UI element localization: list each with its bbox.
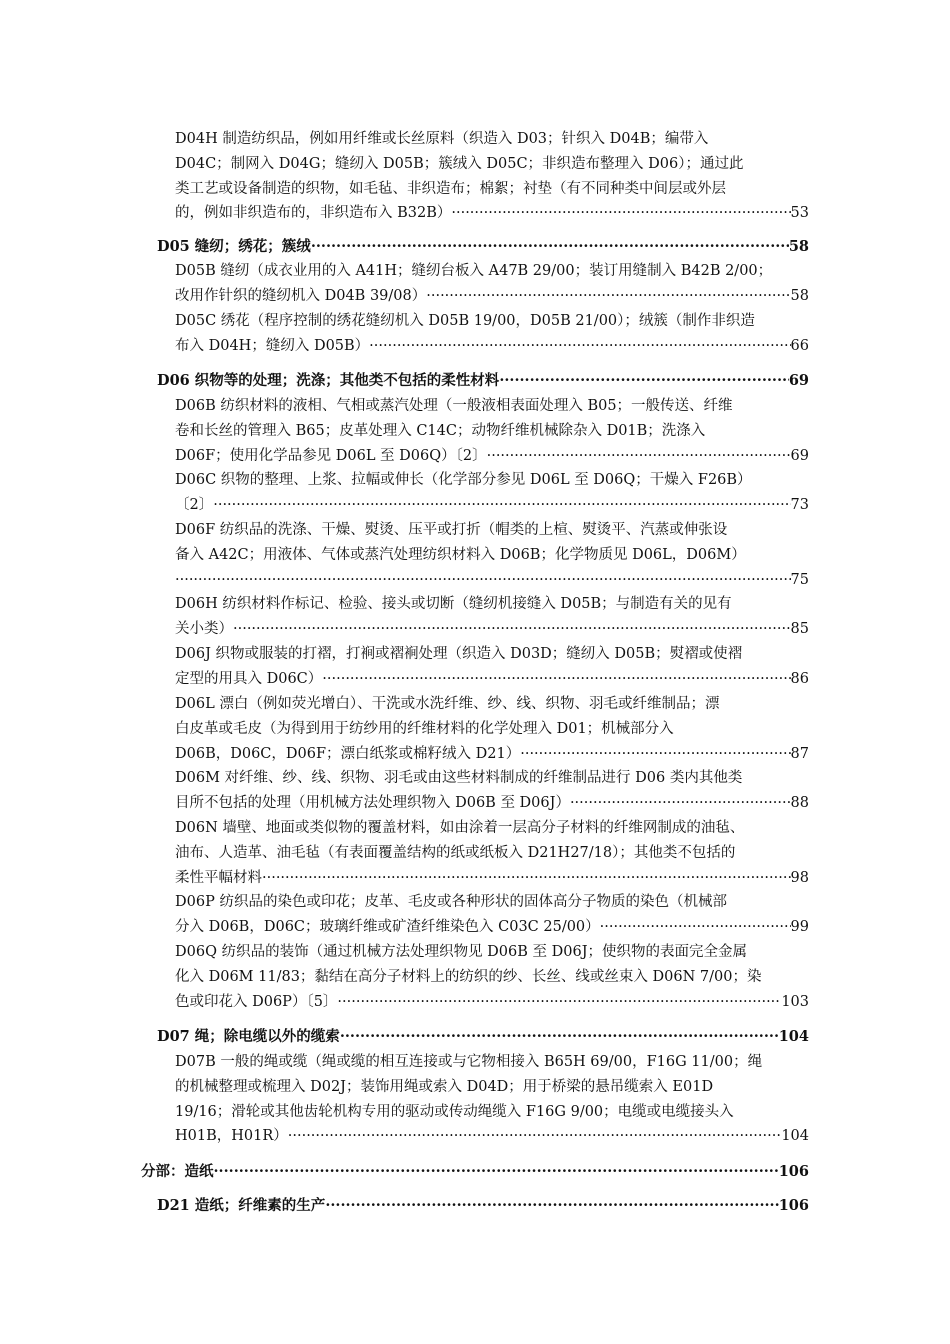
page-number: 106 xyxy=(778,1197,809,1214)
page-number: 73 xyxy=(790,496,809,513)
page-number: 99 xyxy=(790,918,809,935)
entry-title: D05 缝纫；绣花；簇绒 xyxy=(157,238,311,255)
entry-title: D21 造纸；纤维素的生产 xyxy=(157,1197,326,1214)
entry-line: D06N 墙壁、地面或类似物的覆盖材料，如由涂着一层高分子材料的纤维网制成的油毡、 xyxy=(175,820,745,836)
page-number: 58 xyxy=(788,238,809,255)
entry-line: 改用作针织的缝纫机入 D04B 39/08） xyxy=(175,287,427,304)
entry-line: D06F 纺织品的洗涤、干燥、熨烫、压平或打折（帽类的上楦、熨烫平、汽蒸或伸张设 xyxy=(175,522,728,538)
dot-leader xyxy=(426,284,790,309)
entry-line: 布入 D04H；缝纫入 D05B） xyxy=(175,337,370,354)
dot-leader xyxy=(311,235,789,260)
page-number: 69 xyxy=(788,372,809,389)
toc-entry-d05b[interactable] xyxy=(175,259,809,309)
page-number: 53 xyxy=(790,205,809,222)
page-number: 75 xyxy=(790,571,809,588)
toc-entry-d06q[interactable] xyxy=(175,940,809,1014)
dot-leader xyxy=(487,444,791,469)
toc-entry-section-papermaking[interactable] xyxy=(141,1160,809,1185)
entry-line: 分入 D06B，D06C；玻璃纤维或矿渣纤维染色入 C03C 25/00） xyxy=(175,918,600,935)
entry-line: D06Q 纺织品的装饰（通过机械方法处理织物见 D06B 至 D06J；使织物的表面完全金属 xyxy=(175,944,748,960)
entry-line: D06F；使用化学品参见 D06L 至 D06Q）〔2〕 xyxy=(175,447,487,464)
entry-line: 定型的用具入 D06C） xyxy=(175,670,323,687)
page-number: 103 xyxy=(781,993,809,1010)
dot-leader xyxy=(369,334,790,359)
entry-line: H01B，H01R） xyxy=(175,1128,288,1145)
page-number: 104 xyxy=(781,1128,809,1145)
toc-entry-d07b[interactable] xyxy=(175,1050,809,1149)
toc-entry-d06p[interactable] xyxy=(175,890,809,940)
toc-entry-d06n[interactable] xyxy=(175,816,809,890)
dot-leader xyxy=(499,369,789,394)
dot-leader xyxy=(214,1160,779,1185)
page-number: 69 xyxy=(790,447,809,464)
page-number: 98 xyxy=(790,869,809,886)
page-number: 66 xyxy=(790,337,809,354)
entry-line: 化入 D06M 11/83；黏结在高分子材料上的纺织的纱、长丝、线或丝束入 D06N 7/00；染 xyxy=(175,968,762,985)
page-number: 106 xyxy=(778,1163,809,1180)
page-number: 104 xyxy=(778,1028,809,1045)
dot-leader xyxy=(570,791,791,816)
entry-line: D05B 缝纫（成衣业用的入 A41H；缝纫台板入 A47B 29/00；装订用缝制入 B42B 2/00； xyxy=(175,263,773,279)
entry-title: D07 绳；除电缆以外的缆索 xyxy=(157,1028,340,1045)
dot-leader xyxy=(175,568,791,593)
toc-entry-d06c[interactable] xyxy=(175,468,809,518)
dot-leader xyxy=(340,1025,779,1050)
entry-line: 类工艺或设备制造的织物，如毛毡、非织造布；棉絮；衬垫（有不同种类中间层或外层 xyxy=(175,180,726,197)
entry-line: D06L 漂白（例如荧光增白）、干洗或水洗纤维、纱、线、织物、羽毛或纤维制品；漂 xyxy=(175,696,720,712)
toc-entry-d07[interactable] xyxy=(157,1025,809,1050)
entry-line: 卷和长丝的管理入 B65；皮革处理入 C14C；动物纤维机械除杂入 D01B；洗涤入 xyxy=(175,422,706,439)
entry-line: D06B，D06C，D06F；漂白纸浆或棉籽绒入 D21） xyxy=(175,745,521,762)
entry-line: 的，例如非织造布的，非织造布入 B32B） xyxy=(175,205,452,222)
toc-entry-d05c[interactable] xyxy=(175,309,809,359)
entry-line: 19/16；滑轮或其他齿轮机构专用的驱动或传动绳缆入 F16G 9/00；电缆或电缆接头入 xyxy=(175,1103,734,1120)
entry-line: D04C；制网入 D04G；缝纫入 D05B；簇绒入 D05C；非织造布整理入 D06）；通过此 xyxy=(175,155,744,172)
dot-leader xyxy=(337,990,781,1015)
entry-line: D05C 绣花（程序控制的绣花缝纫机入 D05B 19/00，D05B 21/00）；绒簇（制作非织造 xyxy=(175,313,755,329)
page-number: 85 xyxy=(790,620,809,637)
dot-leader xyxy=(213,493,790,518)
entry-line: 关小类） xyxy=(175,620,233,637)
toc-entry-d06f[interactable] xyxy=(175,518,809,592)
toc-entry-d06b[interactable] xyxy=(175,394,809,468)
entry-line: 色或印花入 D06P）〔5〕 xyxy=(175,993,338,1010)
page-number: 86 xyxy=(790,670,809,687)
dot-leader xyxy=(233,617,791,642)
entry-line: D07B 一般的绳或缆（绳或缆的相互连接或与它物相接入 B65H 69/00，F16G 11/00；绳 xyxy=(175,1054,763,1070)
entry-line: D06C 织物的整理、上浆、拉幅或伸长（化学部分参见 D06L 至 D06Q；干燥入 F26B） xyxy=(175,472,752,488)
toc-entry-d04h[interactable] xyxy=(175,127,809,226)
entry-line: 目所不包括的处理（用机械方法处理织物入 D06B 至 D06J） xyxy=(175,794,570,811)
dot-leader xyxy=(288,1124,782,1149)
toc-entry-d06h[interactable] xyxy=(175,592,809,642)
toc-entry-d21[interactable] xyxy=(157,1194,809,1219)
dot-leader xyxy=(262,866,791,891)
entry-line: D06M 对纤维、纱、线、织物、羽毛或由这些材料制成的纤维制品进行 D06 类内其他类 xyxy=(175,770,743,786)
entry-line: D06H 纺织材料作标记、检验、接头或切断（缝纫机接缝入 D05B；与制造有关的见有 xyxy=(175,596,732,612)
entry-line: 〔2〕 xyxy=(175,496,214,513)
dot-leader xyxy=(451,201,790,226)
toc-entry-d05[interactable] xyxy=(157,235,809,260)
entry-line: 柔性平幅材料 xyxy=(175,869,262,886)
entry-line: 油布、人造革、油毛毡（有表面覆盖结构的纸或纸板入 D21H27/18）；其他类不包括的 xyxy=(175,844,736,861)
entry-line: D04H 制造纺织品，例如用纤维或长丝原料（织造入 D03；针织入 D04B；编带入 xyxy=(175,131,709,147)
dot-leader xyxy=(322,667,790,692)
entry-title: 分部：造纸 xyxy=(141,1163,214,1180)
page-number: 87 xyxy=(790,745,809,762)
page-number: 88 xyxy=(790,794,809,811)
entry-line: D06P 纺织品的染色或印花；皮革、毛皮或各种形状的固体高分子物质的染色（机械部 xyxy=(175,894,727,910)
dot-leader xyxy=(600,915,791,940)
toc-entry-d06l[interactable] xyxy=(175,692,809,766)
entry-line: 的机械整理或梳理入 D02J；装饰用绳或索入 D04D；用于桥梁的悬吊缆索入 E01D xyxy=(175,1078,714,1095)
toc-entry-d06m[interactable] xyxy=(175,766,809,816)
entry-line: D06J 织物或服装的打褶，打裥或褶裥处理（织造入 D03D；缝纫入 D05B；熨褶或使褶 xyxy=(175,646,743,662)
toc-entry-d06j[interactable] xyxy=(175,642,809,692)
entry-title: D06 织物等的处理；洗涤；其他类不包括的柔性材料 xyxy=(157,372,500,389)
entry-line: 白皮革或毛皮（为得到用于纺纱用的纤维材料的化学处理入 D01；机械部分入 xyxy=(175,720,674,737)
toc-entry-d06[interactable] xyxy=(157,369,809,394)
dot-leader xyxy=(325,1194,778,1219)
entry-line: 备入 A42C；用液体、气体或蒸汽处理纺织材料入 D06B；化学物质见 D06L，D06M） xyxy=(175,546,746,563)
dot-leader xyxy=(520,742,790,767)
page-number: 58 xyxy=(790,287,809,304)
entry-line: D06B 纺织材料的液相、气相或蒸汽处理（一般液相表面处理入 B05；一般传送、纤维 xyxy=(175,398,733,414)
